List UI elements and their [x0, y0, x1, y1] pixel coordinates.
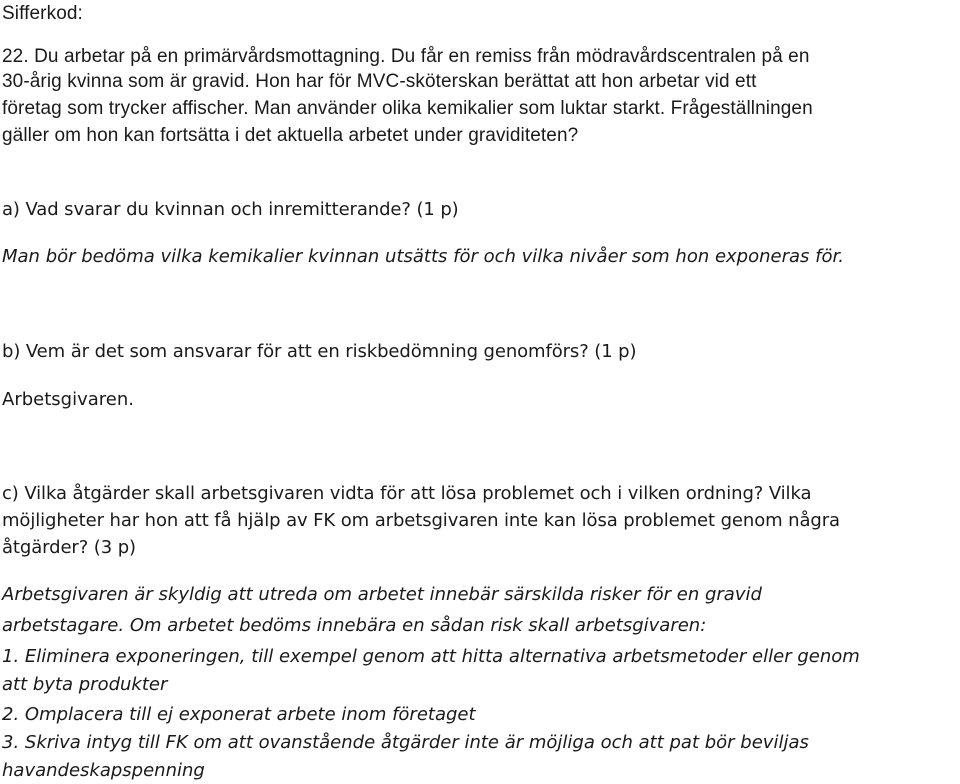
question-intro-line-4: gäller om hon kan fortsätta i det aktuella arbetet under graviditeten? [2, 125, 579, 146]
question-a: a) Vad svarar du kvinnan och inremitterande? (1 p) [2, 199, 459, 220]
question-c-line-1: c) Vilka åtgärder skall arbetsgivaren vidta för att lösa problemet och i vilken ordning? Vilka [2, 483, 812, 504]
code-label: Sifferkod: [2, 3, 83, 24]
question-b: b) Vem är det som ansvarar för att en riskbedömning genomförs? (1 p) [2, 341, 637, 362]
answer-b: Arbetsgivaren. [2, 389, 134, 410]
answer-c-line-7: havandeskapspenning [2, 760, 205, 781]
question-c-line-3: åtgärder? (3 p) [2, 537, 136, 558]
answer-c-line-6: 3. Skriva intyg till FK om att ovanstående åtgärder inte är möjliga och att pat bör beviljas [2, 732, 809, 753]
answer-c-line-5: 2. Omplacera till ej exponerat arbete inom företaget [2, 704, 476, 725]
answer-c-line-1: Arbetsgivaren är skyldig att utreda om arbetet innebär särskilda risker för en gravid [2, 584, 762, 605]
question-intro-line-1: 22. Du arbetar på en primärvårdsmottagning. Du får en remiss från mödravårdscentralen på en [2, 46, 810, 67]
answer-c-line-4: att byta produkter [2, 674, 168, 695]
question-intro-line-3: företag som trycker affischer. Man använder olika kemikalier som luktar starkt. Frågeställningen [2, 98, 813, 119]
answer-c-line-3: 1. Eliminera exponeringen, till exempel genom att hitta alternativa arbetsmetoder eller genom [2, 646, 860, 667]
answer-a: Man bör bedöma vilka kemikalier kvinnan utsätts för och vilka nivåer som hon exponeras för. [2, 246, 844, 267]
answer-c-line-2: arbetstagare. Om arbetet bedöms innebära en sådan risk skall arbetsgivaren: [2, 615, 707, 636]
question-intro-line-2: 30-årig kvinna som är gravid. Hon har för MVC-sköterskan berättat att hon arbetar vid ett [2, 71, 757, 92]
question-c-line-2: möjligheter har hon att få hjälp av FK om arbetsgivaren inte kan lösa problemet genom några [2, 510, 840, 531]
